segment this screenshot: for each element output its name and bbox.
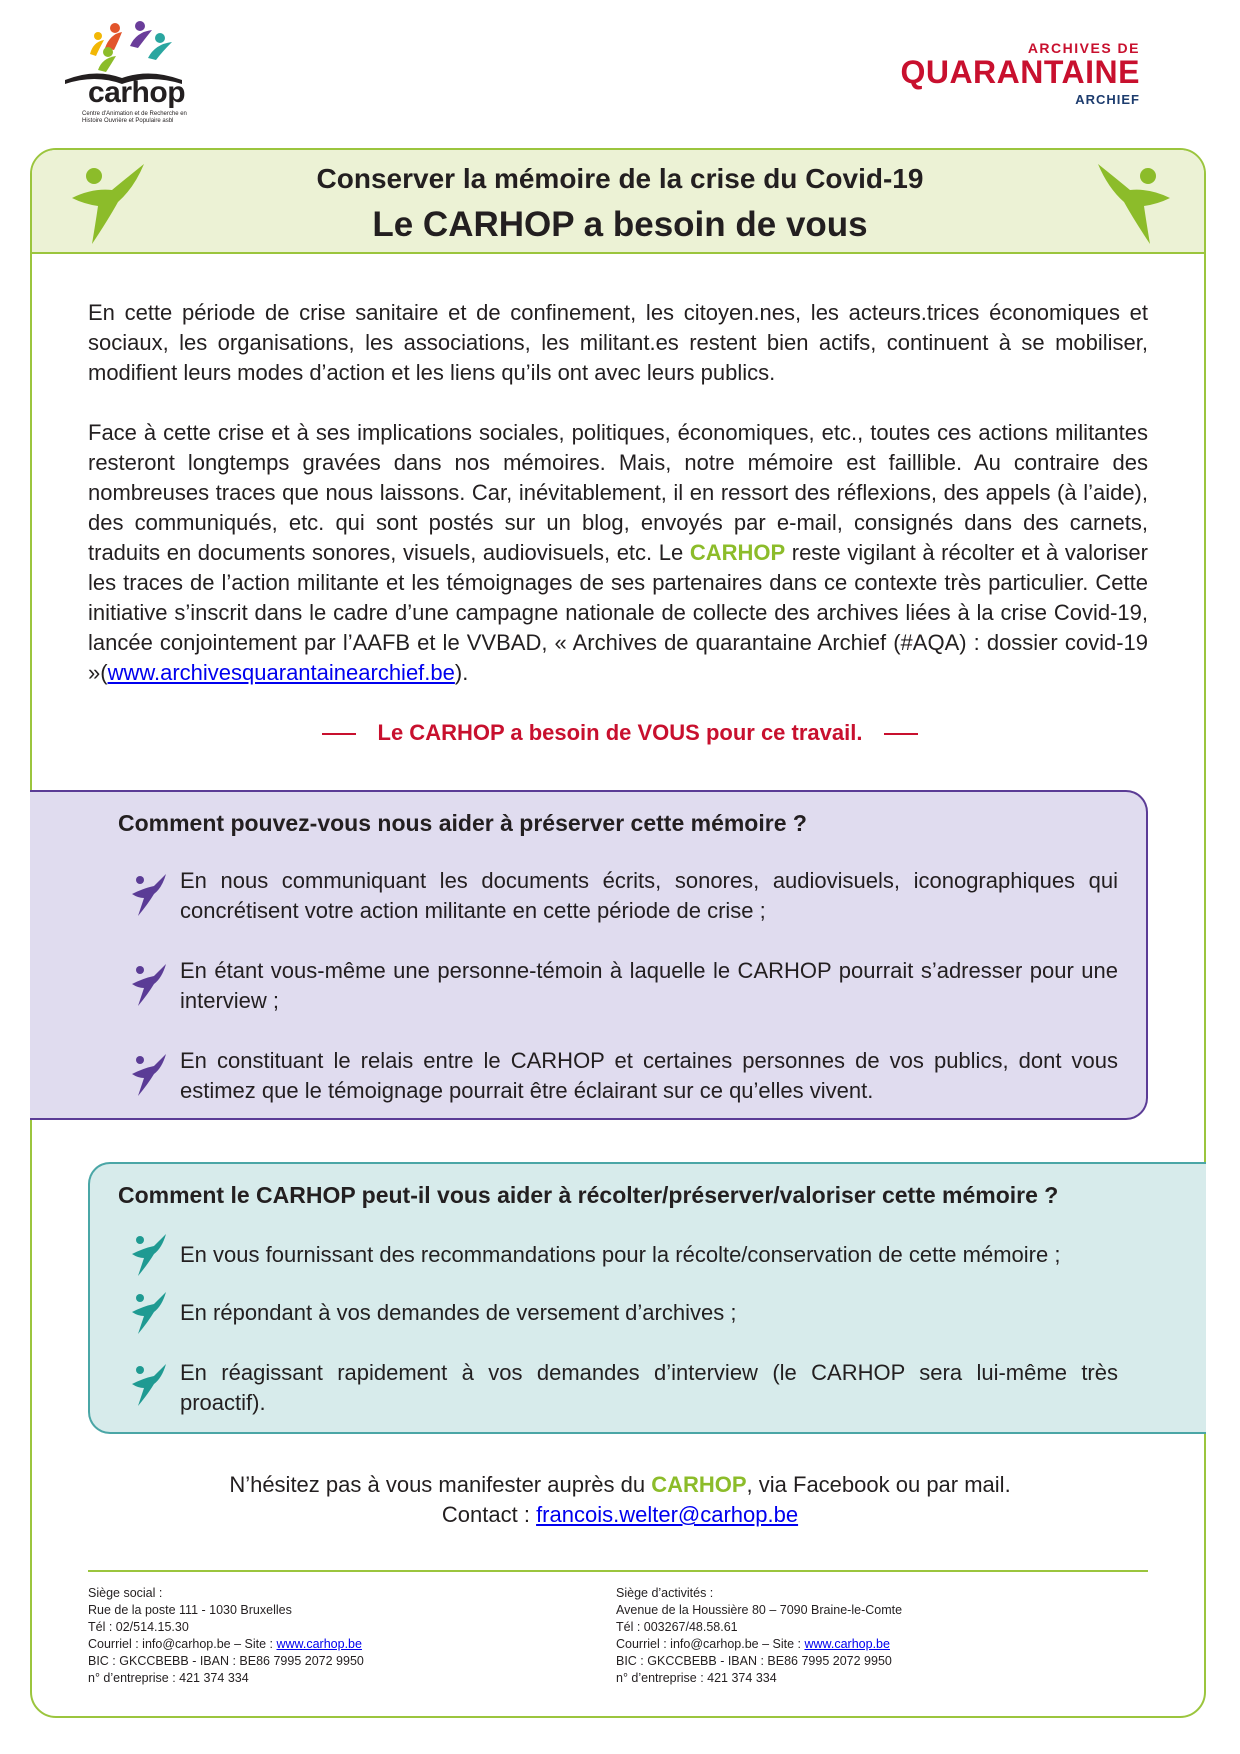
help-us-item: En étant vous-même une personne-témoin à laquelle le CARHOP pourrait s’adresser pour une interview ; [180,958,1118,1013]
aqa-logo-top: ARCHIVES DE [1027,40,1140,56]
contact-line: Contact : francois.welter@carhop.be [441,1502,799,1527]
aqa-logo-bottom: ARCHIEF [1075,92,1140,107]
footer-bank: BIC : GKCCBEBB - IBAN : BE86 7995 2072 9950 [88,1654,364,1668]
teal-figure-icon [128,1362,168,1408]
aqa-website-link[interactable]: www.archivesquarantainearchief.be [107,660,455,685]
page-title: Le CARHOP a besoin de vous [372,205,868,244]
callout: Le CARHOP a besoin de VOUS pour ce travail. [0,720,1240,746]
closing-text: N’hésitez pas à vous manifester auprès du CARHOP, via Facebook ou par mail. [229,1472,1011,1497]
carhop-tagline: Centre d'Animation et de Recherche en Histoire Ouvrière et Populaire asbl [82,111,187,124]
carhop-logo [60,18,190,130]
footer-email: Courriel : info@carhop.be – Site : www.carhop.be [616,1637,890,1651]
carhop-highlight: CARHOP [651,1472,747,1497]
carhop-helps-item: En vous fournissant des recommandations pour la récolte/conservation de cette mémoire ; [180,1242,1061,1267]
footer-bank: BIC : GKCCBEBB - IBAN : BE86 7995 2072 9950 [616,1654,892,1668]
purple-figure-icon [128,962,168,1008]
footer-company: n° d’entreprise : 421 374 334 [616,1671,777,1685]
footer-email: Courriel : info@carhop.be – Site : www.carhop.be [88,1637,362,1651]
footer-site-link[interactable]: www.carhop.be [804,1637,890,1651]
carhop-wordmark: carhop [88,76,186,109]
footer-headquarters [88,1585,364,1687]
help-us-item: En nous communiquant les documents écrits, sonores, audiovisuels, iconographiques qui concrétisent votre action militante en cette période de crise ; [180,868,1118,923]
contact-email-link[interactable]: francois.welter@carhop.be [536,1502,799,1527]
footer-company: n° d’entreprise : 421 374 334 [88,1671,249,1685]
footer-address: Avenue de la Houssière 80 – 7090 Braine-le-Comte [616,1603,903,1617]
carhop-helps-item: En répondant à vos demandes de versement d’archives ; [180,1300,737,1325]
teal-figure-icon [128,1232,168,1278]
carhop-helps-title: Comment le CARHOP peut-il vous aider à récolter/préserver/valoriser cette mémoire ? [118,1182,1059,1208]
carhop-helps-item: En réagissant rapidement à vos demandes d’interview (le CARHOP sera lui-même très proactif). [180,1360,1118,1415]
footer-heading: Siège d’activités : [616,1586,714,1600]
intro-paragraph-1: En cette période de crise sanitaire et de confinement, les citoyen.nes, les acteurs.trices économiques et sociaux, les organisations, les associations, les militant.es restent bien actifs, continuent à se mobiliser, modifient leurs modes d’action et les liens qu’ils ont avec leurs publics. [88,300,1148,385]
page-subtitle: Conserver la mémoire de la crise du Covid-19 [316,163,924,194]
archives-quarantaine-logo [900,40,1160,120]
footer-divider [88,1570,1148,1572]
purple-figure-icon [128,1052,168,1098]
footer-heading: Siège social : [88,1586,163,1600]
teal-figure-icon [128,1290,168,1336]
help-us-item: En constituant le relais entre le CARHOP et certaines personnes de vos publics, dont vous estimez que le témoignage pourrait être éclairant sur ce qu’elles vivent. [180,1048,1118,1103]
help-us-title: Comment pouvez-vous nous aider à préserver cette mémoire ? [118,810,807,836]
intro-paragraph-2: Face à cette crise et à ses implications sociales, politiques, économiques, etc., toutes ces actions militantes resteront longtemps gravées dans nos mémoires. Mais, notre mémoire est faillible. Au contraire des nombreuses traces que nous laissons. Car, inévitablement, il en ressort des réflexions, des appels (à l’aide), des communiqués, etc. qui sont postés sur un blog, envoyés par e-mail, consignés dans des carnets, traduits en documents sonores, visuels, audiovisuels, etc. Le CARHOP reste vigilant à récolter et à valoriser les traces de l’action militante et les témoignages de ses partenaires dans ce contexte très particulier. Cette initiative s’inscrit dans le cadre d’une campagne nationale de collecte des archives liées à la crise Covid-19, lancée conjointement par l’AAFB et le VVBAD, « Archives de quarantaine Archief (#AQA) : dossier covid-19 »(www.archivesquarantainearchief.be). [88,420,1148,685]
footer-tel: Tél : 003267/48.58.61 [616,1620,738,1634]
footer-activities [616,1585,902,1687]
carhop-highlight: CARHOP [689,540,786,565]
footer-address: Rue de la poste 111 - 1030 Bruxelles [88,1603,292,1617]
footer-tel: Tél : 02/514.15.30 [88,1620,189,1634]
footer-site-link[interactable]: www.carhop.be [276,1637,362,1651]
aqa-logo-main: QUARANTAINE [900,54,1140,90]
purple-figure-icon [128,872,168,918]
